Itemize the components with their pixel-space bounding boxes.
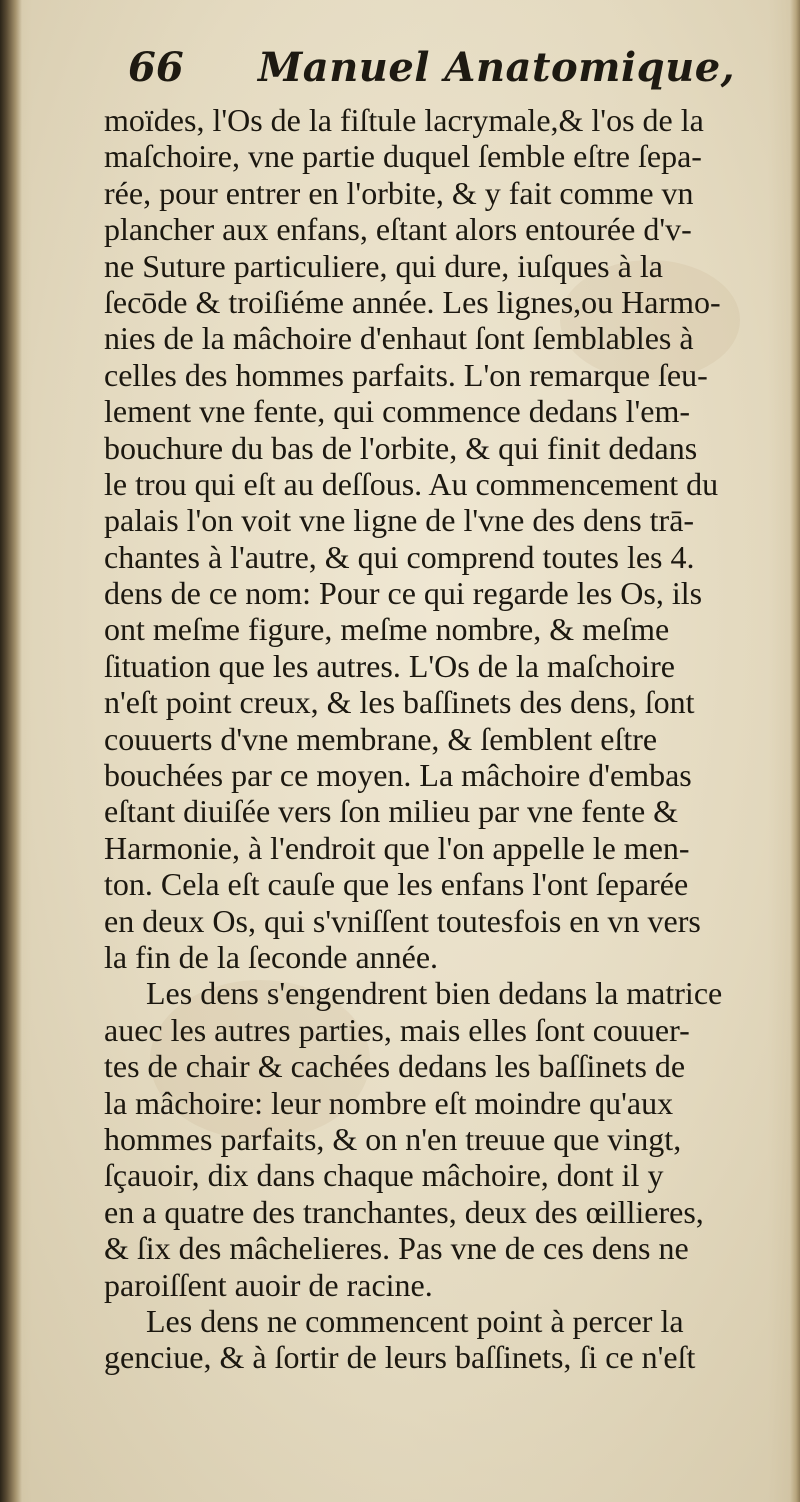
text-line: ne Suture particuliere, qui dure, iuſques à la bbox=[104, 247, 663, 284]
body-text bbox=[104, 102, 784, 1376]
page-number: 66 bbox=[128, 44, 184, 91]
text-line: auec les autres parties, mais elles ſont couuer- bbox=[104, 1011, 690, 1048]
text-line: dens de ce nom: Pour ce qui regarde les Os, ils bbox=[104, 575, 703, 612]
text-line: bouchure du bas de l'orbite, & qui finit dedans bbox=[104, 429, 698, 466]
text-line: ſituation que les autres. L'Os de la maſchoire bbox=[104, 647, 675, 684]
page-header bbox=[128, 40, 736, 104]
text-line: couuerts d'vne membrane, & ſemblent eſtre bbox=[104, 720, 658, 757]
text-line: Les dens ne commencent point à percer la bbox=[146, 1302, 684, 1339]
text-line: moïdes, l'Os de la fiſtule lacrymale,& l'os de la bbox=[104, 102, 704, 138]
text-line: rée, pour entrer en l'orbite, & y fait comme vn bbox=[104, 174, 694, 211]
text-line: Harmonie, à l'endroit que l'on appelle le men- bbox=[104, 829, 690, 866]
text-line: chantes à l'autre, & qui comprend toutes les 4. bbox=[104, 538, 695, 575]
text-line: la fin de la ſeconde année. bbox=[104, 938, 439, 975]
text-line: n'eſt point creux, & les baſſinets des dens, ſont bbox=[104, 684, 695, 721]
text-line: en a quatre des tranchantes, deux des œillieres, bbox=[104, 1193, 704, 1230]
text-line: Les dens s'engendrent bien dedans la matrice bbox=[146, 975, 723, 1012]
text-line: la mâchoire: leur nombre eſt moindre qu'aux bbox=[104, 1084, 674, 1121]
running-title: Manuel Anatomique, bbox=[258, 44, 736, 91]
text-line: tes de chair & cachées dedans les baſſinets de bbox=[104, 1048, 686, 1085]
page-edge bbox=[790, 0, 800, 1502]
text-line: le trou qui eſt au deſſous. Au commencement du bbox=[104, 465, 719, 502]
text-line: ton. Cela eſt cauſe que les enfans l'ont ſeparée bbox=[104, 866, 689, 903]
text-line: ſçauoir, dix dans chaque mâchoire, dont il y bbox=[104, 1157, 664, 1194]
text-line: eſtant diuiſée vers ſon milieu par vne fente & bbox=[104, 793, 679, 830]
text-line: & ſix des mâchelieres. Pas vne de ces dens ne bbox=[104, 1230, 689, 1267]
text-line: ont meſme figure, meſme nombre, & meſme bbox=[104, 611, 670, 648]
text-line: paroiſſent auoir de racine. bbox=[104, 1266, 433, 1303]
text-line: bouchées par ce moyen. La mâchoire d'embas bbox=[104, 757, 692, 794]
text-line: en deux Os, qui s'vniſſent toutesfois en vn vers bbox=[104, 902, 701, 939]
text-line: maſchoire, vne partie duquel ſemble eſtre ſepa- bbox=[104, 138, 702, 175]
text-line: palais l'on voit vne ligne de l'vne des dens trā- bbox=[104, 502, 695, 539]
text-line: ſecōde & troiſiéme année. Les lignes,ou Harmo- bbox=[104, 283, 721, 320]
text-line: nies de la mâchoire d'enhaut ſont ſemblables à bbox=[104, 320, 694, 357]
text-line: hommes parfaits, & on n'en treuue que vingt, bbox=[104, 1120, 682, 1157]
text-line: lement vne fente, qui commence dedans l'em- bbox=[104, 393, 690, 430]
text-line: plancher aux enfans, eſtant alors entourée d'v- bbox=[104, 211, 692, 248]
text-line: genciue, & à ſortir de leurs baſſinets, ſi ce n'eſt bbox=[104, 1339, 696, 1376]
text-line: celles des hommes parfaits. L'on remarque ſeu- bbox=[104, 356, 708, 393]
binding-gutter bbox=[0, 0, 22, 1502]
